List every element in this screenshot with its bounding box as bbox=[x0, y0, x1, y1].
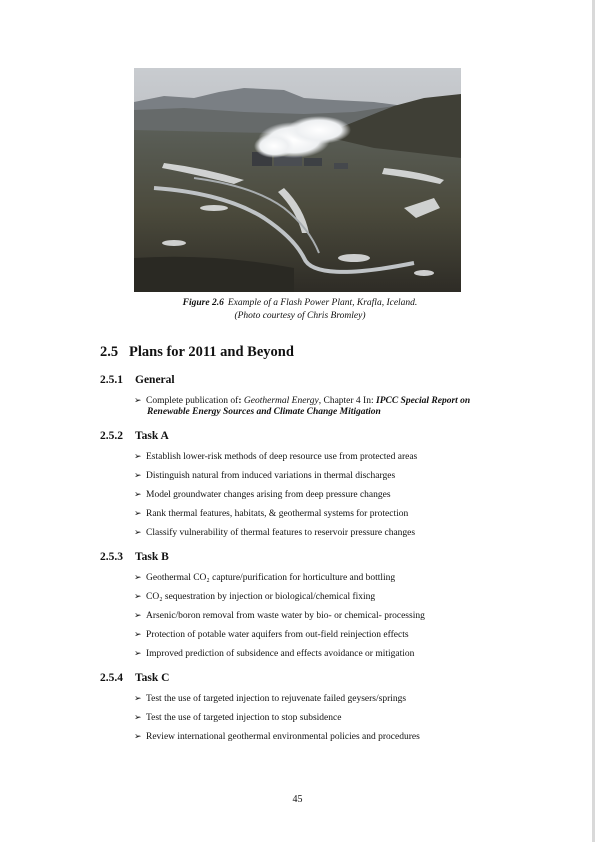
bullet-arrow-icon: ➢ bbox=[134, 591, 142, 601]
bullet-arrow-icon: ➢ bbox=[134, 712, 142, 722]
figure-caption bbox=[100, 298, 500, 308]
item-text: Geothermal CO₂ capture/purification for horticulture and bottling bbox=[146, 573, 396, 583]
bullet-arrow-icon: ➢ bbox=[134, 693, 142, 703]
list-item bbox=[134, 527, 415, 538]
item-text: Rank thermal features, habitats, & geothermal systems for protection bbox=[146, 509, 409, 519]
item-text: Protection of potable water aquifers from out-field reinjection effects bbox=[146, 630, 409, 640]
list-item bbox=[134, 572, 395, 583]
figure-credit: (Photo courtesy of Chris Bromley) bbox=[234, 311, 366, 321]
flash-power-plant-photo bbox=[134, 68, 461, 292]
bullet-arrow-icon: ➢ bbox=[134, 489, 142, 499]
subsection-heading-task-a bbox=[100, 430, 169, 442]
report-title: IPCC Special Report on bbox=[376, 396, 471, 406]
list-item bbox=[134, 591, 375, 602]
item-text: Test the use of targeted injection to rejuvenate failed geysers/springs bbox=[146, 694, 407, 704]
subsection-number: 2.5.3 bbox=[100, 551, 123, 563]
item-text: Establish lower-risk methods of deep resource use from protected areas bbox=[146, 452, 418, 462]
list-item bbox=[134, 610, 425, 621]
bullet-arrow-icon: ➢ bbox=[134, 572, 142, 582]
section-number: 2.5 bbox=[100, 344, 119, 360]
list-item bbox=[134, 489, 391, 500]
subsection-title: Task C bbox=[135, 672, 170, 684]
subsection-number: 2.5.1 bbox=[100, 374, 123, 386]
list-item bbox=[134, 451, 417, 462]
list-item bbox=[134, 712, 341, 723]
subsection-title: General bbox=[135, 374, 175, 386]
list-item bbox=[134, 508, 408, 519]
item-text: Model groundwater changes arising from deep pressure changes bbox=[146, 490, 391, 500]
subsection-number: 2.5.4 bbox=[100, 672, 123, 684]
page-number: 45 bbox=[292, 794, 303, 805]
list-item bbox=[134, 731, 420, 742]
bullet-arrow-icon: ➢ bbox=[134, 629, 142, 639]
bullet-arrow-icon: ➢ bbox=[134, 470, 142, 480]
subsection-title: Task A bbox=[135, 430, 169, 442]
bullet-arrow-icon: ➢ bbox=[134, 731, 142, 741]
item-text: Classify vulnerability of thermal features to reservoir pressure changes bbox=[146, 528, 416, 538]
figure-caption-text: Example of a Flash Power Plant, Krafla, Iceland. bbox=[227, 298, 418, 308]
item-text: Complete publication of bbox=[146, 396, 239, 406]
figure-label: Figure 2.6 bbox=[182, 298, 224, 308]
list-item bbox=[134, 395, 470, 406]
subsection-number: 2.5.2 bbox=[100, 430, 123, 442]
chapter-text: , Chapter 4 In: bbox=[318, 396, 376, 406]
journal-title: Geothermal Energy bbox=[243, 396, 319, 406]
item-text: Distinguish natural from induced variations in thermal discharges bbox=[146, 471, 396, 481]
item-colon: : bbox=[238, 396, 242, 406]
subsection-heading-task-c bbox=[100, 672, 169, 684]
report-title-continued: Renewable Energy Sources and Climate Change Mitigation bbox=[147, 407, 381, 417]
list-item bbox=[134, 648, 414, 659]
bullet-arrow-icon: ➢ bbox=[134, 648, 142, 658]
list-item bbox=[134, 693, 406, 704]
item-text: CO₂ sequestration by injection or biological/chemical fixing bbox=[146, 592, 376, 602]
bullet-arrow-icon: ➢ bbox=[134, 451, 142, 461]
item-text: Improved prediction of subsidence and effects avoidance or mitigation bbox=[146, 649, 415, 659]
subsection-heading-general bbox=[100, 374, 175, 386]
item-text: Arsenic/boron removal from waste water by bio- or chemical- processing bbox=[146, 611, 425, 621]
item-text: Review international geothermal environmental policies and procedures bbox=[146, 732, 420, 742]
list-item bbox=[134, 470, 395, 481]
item-text: Test the use of targeted injection to stop subsidence bbox=[146, 713, 342, 723]
subsection-title: Task B bbox=[135, 551, 169, 563]
section-title: Plans for 2011 and Beyond bbox=[129, 344, 294, 360]
bullet-arrow-icon: ➢ bbox=[134, 527, 142, 537]
section-heading bbox=[100, 344, 294, 361]
list-item bbox=[134, 629, 409, 640]
bullet-arrow-icon: ➢ bbox=[134, 508, 142, 518]
bullet-arrow-icon: ➢ bbox=[134, 610, 142, 620]
bullet-arrow-icon: ➢ bbox=[134, 395, 142, 405]
subsection-heading-task-b bbox=[100, 551, 169, 563]
